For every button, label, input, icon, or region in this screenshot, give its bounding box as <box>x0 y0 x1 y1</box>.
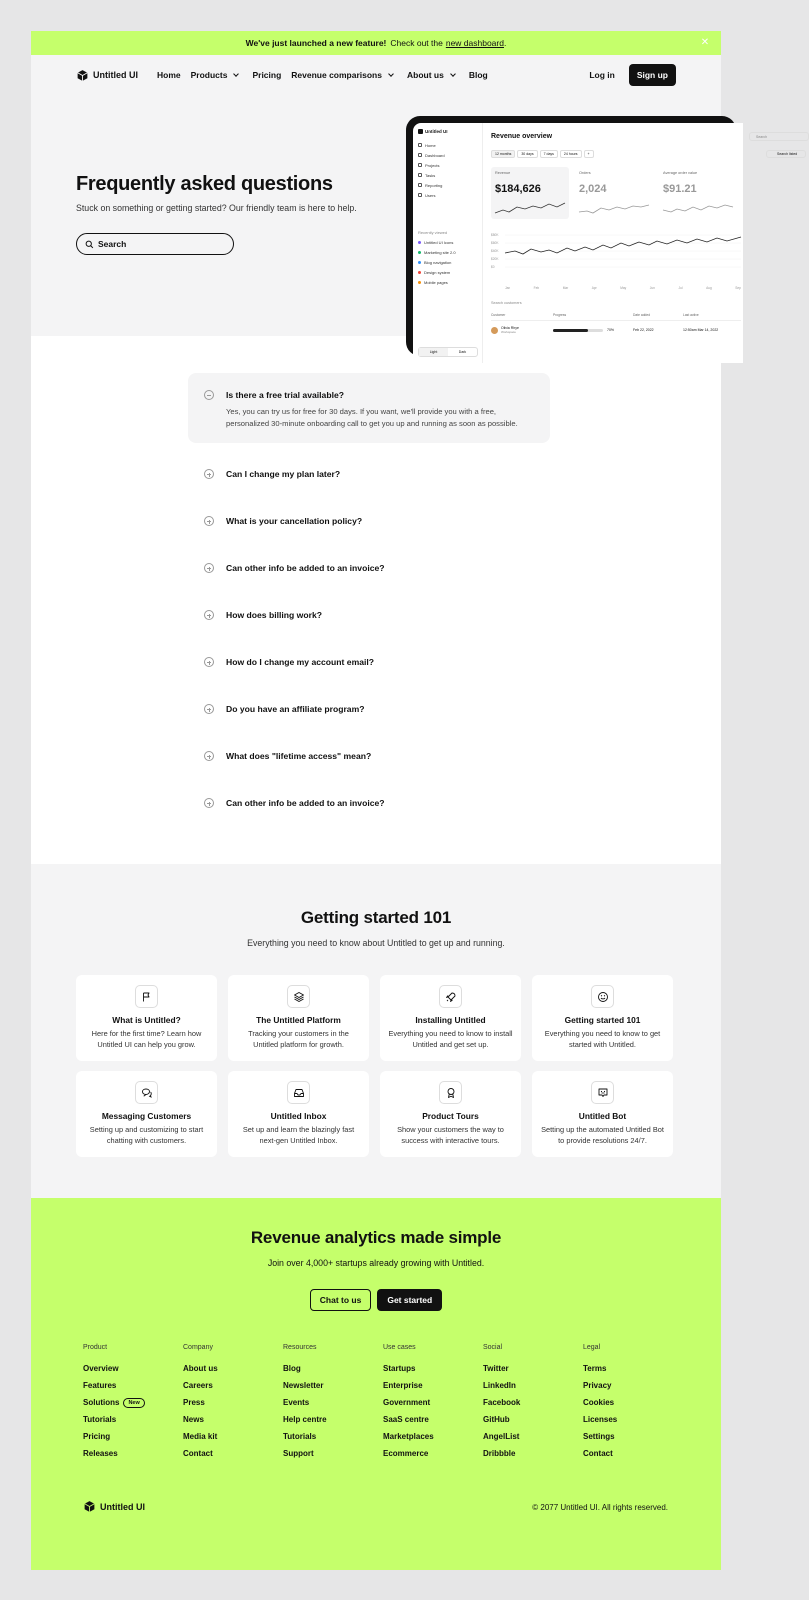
guide-card[interactable] <box>76 975 217 1061</box>
progress-bar <box>553 329 603 332</box>
faq-question: Can other info be added to an invoice? <box>226 798 385 808</box>
footer-link-label: Dribbble <box>483 1449 516 1458</box>
mockup-nav-label: Dashboard <box>425 152 445 158</box>
chevron-down-icon <box>450 71 456 77</box>
mockup-nav-users <box>418 190 477 200</box>
metric-value: 2,024 <box>579 183 607 195</box>
dashboard-icon <box>418 153 422 157</box>
footer-column-heading: Legal <box>583 1344 601 1351</box>
metric-card <box>575 167 653 219</box>
footer-link-label: SaaS centre <box>383 1415 429 1424</box>
getting-started-subtitle: Everything you need to know about Untitled to get up and running. <box>247 938 505 948</box>
guide-card-description: Setting up the automated Untitled Bot to provide resolutions 24/7. <box>541 1125 664 1145</box>
mockup-nav-projects <box>418 160 477 170</box>
sparkline <box>495 201 565 215</box>
projects-icon <box>418 163 422 167</box>
mockup-nav-dashboard <box>418 150 477 160</box>
footer-link[interactable] <box>283 1428 383 1445</box>
faq-item[interactable] <box>188 451 550 498</box>
mockup-filter: Search listed <box>766 150 806 158</box>
flag-icon <box>135 985 158 1008</box>
faq-item[interactable] <box>188 592 550 639</box>
faq-question: What is your cancellation policy? <box>226 516 363 526</box>
guide-card-description: Show your customers the way to success with interactive tours. <box>397 1125 504 1145</box>
x-tick: Mar <box>562 286 569 290</box>
mockup-title: Revenue overview <box>491 133 553 140</box>
faq-item[interactable] <box>188 639 550 686</box>
y-tick: $80K <box>491 233 499 237</box>
guide-card[interactable] <box>532 975 673 1061</box>
footer-link-label: Startups <box>383 1364 416 1373</box>
nav-about[interactable] <box>407 70 459 80</box>
footer-link[interactable] <box>583 1411 683 1428</box>
guide-card-title: Messaging Customers <box>101 1111 192 1121</box>
footer-link-label: Overview <box>83 1364 119 1373</box>
guide-card[interactable] <box>532 1071 673 1157</box>
footer-column <box>583 1344 683 1462</box>
footer-link[interactable] <box>283 1360 383 1377</box>
footer-column-heading: Product <box>83 1344 108 1351</box>
footer-link[interactable] <box>583 1394 683 1411</box>
nav-actions <box>589 64 676 86</box>
footer-link[interactable] <box>83 1394 183 1411</box>
footer-column <box>483 1344 583 1462</box>
sparkline <box>663 201 733 215</box>
plus-circle-icon[interactable] <box>204 751 214 761</box>
footer-link-label: Terms <box>583 1364 607 1373</box>
search-input[interactable] <box>76 233 234 255</box>
footer-link-label: Marketplaces <box>383 1432 434 1441</box>
footer-column-heading: Use cases <box>383 1344 416 1351</box>
nav-links <box>157 70 488 80</box>
guide-card[interactable] <box>76 1071 217 1157</box>
footer-link[interactable] <box>583 1428 683 1445</box>
mockup-x-axis <box>505 286 741 290</box>
banner-text: Check out the <box>390 38 443 48</box>
mockup-nav-label: Home <box>425 142 436 148</box>
x-tick: Jun <box>649 286 655 290</box>
footer-link[interactable] <box>483 1411 583 1428</box>
faq-item[interactable] <box>188 373 550 443</box>
footer-link[interactable] <box>83 1360 183 1377</box>
mockup-search: Search <box>749 132 809 141</box>
footer-link-label: Contact <box>583 1449 613 1458</box>
cta-title: Revenue analytics made simple <box>250 1228 502 1247</box>
footer-link-label: Press <box>183 1398 205 1407</box>
footer <box>31 1198 721 1570</box>
guide-card-description: Everything you need to know to get started with Untitled. <box>544 1029 661 1049</box>
x-tick: Apr <box>591 286 597 290</box>
footer-link-label: Cookies <box>583 1398 615 1407</box>
minus-circle-icon[interactable] <box>204 390 214 400</box>
faq-question: Can I change my plan later? <box>226 469 341 479</box>
sparkline <box>579 201 649 215</box>
footer-link-label: Careers <box>183 1381 213 1390</box>
footer-link-label: Support <box>283 1449 314 1458</box>
get-started-button[interactable]: Get started <box>377 1289 442 1311</box>
mockup-recent-label: Mobile pages <box>424 279 448 285</box>
footer-link[interactable] <box>483 1394 583 1411</box>
logo-cube-icon <box>83 1500 96 1513</box>
dashboard-mockup <box>406 116 798 356</box>
footer-link-label: Pricing <box>83 1432 111 1441</box>
mockup-sidebar <box>413 123 483 363</box>
footer-link-label: Blog <box>283 1364 301 1373</box>
mockup-recent-item <box>418 267 477 277</box>
faq-item[interactable] <box>188 545 550 592</box>
progress-text: 70% <box>607 328 615 332</box>
footer-link[interactable] <box>483 1445 583 1462</box>
footer-link-label: News <box>183 1415 204 1424</box>
footer-link[interactable] <box>383 1360 483 1377</box>
reporting-icon <box>418 183 422 187</box>
footer-link[interactable] <box>283 1411 383 1428</box>
search-placeholder: Search <box>98 239 127 249</box>
page <box>31 31 798 1570</box>
footer-logo[interactable] <box>83 1500 145 1513</box>
y-tick: $40K <box>491 249 499 253</box>
footer-link-label: Licenses <box>583 1415 618 1424</box>
footer-link-label: GitHub <box>483 1415 510 1424</box>
footer-link-label: Tutorials <box>83 1415 117 1424</box>
date-cell: Feb 22, 2022 <box>633 328 654 332</box>
footer-link[interactable] <box>583 1377 683 1394</box>
footer-link[interactable] <box>583 1360 683 1377</box>
rocket-icon <box>439 985 462 1008</box>
footer-link[interactable] <box>183 1394 283 1411</box>
mockup-nav-home <box>418 140 477 150</box>
plus-circle-icon[interactable] <box>204 798 214 808</box>
metric-card <box>659 167 737 219</box>
footer-link[interactable] <box>383 1445 483 1462</box>
y-tick: $60K <box>491 241 499 245</box>
footer-link-label: Features <box>83 1381 117 1390</box>
mockup-logo-text: Untitled UI <box>425 129 448 134</box>
x-tick: Aug <box>706 286 712 290</box>
mockup-nav-label: Users <box>425 192 436 198</box>
footer-logo-text: Untitled UI <box>100 1501 145 1512</box>
table-row <box>491 323 741 337</box>
guide-card-description: Setting up and customizing to start chatting with customers. <box>89 1125 204 1145</box>
plus-circle-icon[interactable] <box>204 704 214 714</box>
mockup-nav-reporting <box>418 180 477 190</box>
metric-label: Average order value <box>663 171 698 175</box>
nav-products[interactable] <box>191 70 243 80</box>
copyright: © 2077 Untitled UI. All rights reserved. <box>532 1503 668 1512</box>
mockup-table-header <box>491 313 741 321</box>
tasks-icon <box>418 173 422 177</box>
customer-name: Olivia Rhye <box>501 326 519 330</box>
cta-buttons <box>31 1289 721 1311</box>
footer-link[interactable] <box>83 1377 183 1394</box>
footer-link[interactable] <box>483 1428 583 1445</box>
guide-card-title: Product Tours <box>422 1111 479 1121</box>
status-dot-icon <box>418 261 421 264</box>
footer-column-heading: Resources <box>283 1344 317 1351</box>
guide-card-description: Here for the first time? Learn how Untitled UI can help you grow. <box>91 1029 202 1049</box>
footer-link[interactable] <box>83 1445 183 1462</box>
footer-link[interactable] <box>483 1360 583 1377</box>
search-icon <box>85 240 94 249</box>
footer-link-label: About us <box>183 1364 218 1373</box>
footer-link-label: Media kit <box>183 1432 218 1441</box>
metric-label: Orders <box>579 171 591 175</box>
mockup-recent-label: Untitled UI Icons <box>424 239 454 245</box>
dashboard-screen <box>413 123 798 363</box>
footer-link[interactable] <box>183 1377 283 1394</box>
bot-message-icon <box>591 1081 614 1104</box>
smile-icon <box>591 985 614 1008</box>
x-tick: Jul <box>678 286 683 290</box>
guide-card-title: Installing Untitled <box>415 1015 486 1025</box>
footer-link[interactable] <box>283 1377 383 1394</box>
faq-list <box>188 373 550 827</box>
status-dot-icon <box>418 271 421 274</box>
footer-link[interactable] <box>183 1428 283 1445</box>
faq-question: What does "lifetime access" mean? <box>226 751 372 761</box>
footer-link-label: Enterprise <box>383 1381 423 1390</box>
mockup-nav-label: Projects <box>425 162 440 168</box>
faq-answer: Yes, you can try us for free for 30 days. If you want, we'll provide you with a free, personalized 30-minute onboarding call to get you up and running as soon as possible. <box>226 407 518 428</box>
status-dot-icon <box>418 251 421 254</box>
faq-item[interactable] <box>188 498 550 545</box>
faq-question: How does billing work? <box>226 610 322 620</box>
mockup-logo <box>418 129 477 134</box>
cta-subtitle: Join over 4,000+ startups already growing with Untitled. <box>267 1258 485 1268</box>
footer-column <box>183 1344 283 1462</box>
y-tick: $0 <box>491 265 495 269</box>
theme-light: Light <box>419 348 448 356</box>
guide-card-title: What is Untitled? <box>112 1015 181 1025</box>
mockup-recent-label: Design system <box>424 269 451 275</box>
y-tick: $20K <box>491 257 499 261</box>
footer-link[interactable] <box>483 1377 583 1394</box>
footer-link-label: Privacy <box>583 1381 612 1390</box>
x-tick: Feb <box>533 286 540 290</box>
page-title: Frequently asked questions <box>76 173 333 195</box>
status-dot-icon <box>418 241 421 244</box>
banner-headline: We've just launched a new feature! <box>245 38 387 48</box>
footer-link-label: AngelList <box>483 1432 520 1441</box>
nav-pricing[interactable]: Pricing <box>252 70 282 80</box>
footer-link-label: Settings <box>583 1432 615 1441</box>
mockup-recent-label: Marketing site 2.0 <box>424 249 456 255</box>
table-header: Progress <box>553 313 567 317</box>
home-icon <box>418 143 422 147</box>
footer-column <box>283 1344 383 1462</box>
signup-button[interactable]: Sign up <box>629 64 676 86</box>
mockup-nav-label: Tasks <box>425 172 436 178</box>
metric-value: $184,626 <box>495 183 541 195</box>
getting-started-section <box>31 864 721 1198</box>
guide-card-description: Tracking your customers in the Untitled platform for growth. <box>248 1029 349 1049</box>
chat-to-us-button[interactable]: Chat to us <box>310 1289 372 1311</box>
footer-link-label: Tutorials <box>283 1432 317 1441</box>
guide-card-title: Untitled Inbox <box>270 1111 327 1121</box>
footer-link-label: Government <box>383 1398 431 1407</box>
mockup-recent-list <box>418 237 477 287</box>
page-subtitle: Stuck on something or getting started? Our friendly team is here to help. <box>76 203 357 213</box>
footer-link-label: LinkedIn <box>483 1381 516 1390</box>
footer-column <box>383 1344 483 1462</box>
x-tick: Sep <box>735 286 741 290</box>
faq-item[interactable] <box>188 686 550 733</box>
footer-link[interactable] <box>583 1445 683 1462</box>
nav-home[interactable]: Home <box>157 70 181 80</box>
mockup-tab: 24 hours <box>560 150 582 158</box>
table-header: Date added <box>633 313 651 317</box>
footer-link[interactable] <box>183 1445 283 1462</box>
mockup-recent-item <box>418 277 477 287</box>
theme-dark: Dark <box>458 350 467 354</box>
guide-card-title: Getting started 101 <box>564 1015 641 1025</box>
banner-period: . <box>503 38 507 48</box>
message-chat-icon <box>135 1081 158 1104</box>
revenue-line-chart <box>491 231 741 281</box>
guide-card-title: Untitled Bot <box>578 1111 627 1121</box>
login-button[interactable]: Log in <box>589 70 615 80</box>
nav-revenue-label: Revenue comparisons <box>291 70 382 80</box>
mockup-main <box>491 123 798 363</box>
nav-revenue-comparisons[interactable] <box>291 70 397 80</box>
faq-item[interactable] <box>188 733 550 780</box>
last-active-cell: 12:50am Mar 14, 2022 <box>683 328 719 332</box>
footer-link-label: Solutions <box>83 1398 120 1407</box>
guide-card[interactable] <box>380 1071 521 1157</box>
footer-link-label: Newsletter <box>283 1381 324 1390</box>
mockup-tab: 30 days <box>517 150 537 158</box>
mockup-tab: 7 days <box>540 150 558 158</box>
footer-link-label: Contact <box>183 1449 213 1458</box>
getting-started-title: Getting started 101 <box>300 908 452 927</box>
footer-link[interactable] <box>83 1428 183 1445</box>
mockup-theme-toggle <box>418 347 478 357</box>
hero-section <box>31 55 798 354</box>
mockup-recent-item <box>418 247 477 257</box>
mockup-nav-label: Reporting <box>425 182 443 188</box>
avatar <box>491 327 498 334</box>
close-icon[interactable]: ✕ <box>700 37 710 48</box>
footer-link[interactable] <box>183 1360 283 1377</box>
mockup-tab: + <box>584 150 594 158</box>
guide-card-description: Set up and learn the blazingly fast next-gen Untitled Inbox. <box>242 1125 355 1145</box>
mockup-recent-label: Recently viewed <box>418 230 448 235</box>
nav-about-label: About us <box>406 70 444 80</box>
plus-circle-icon[interactable] <box>204 610 214 620</box>
nav-blog[interactable]: Blog <box>468 70 488 80</box>
footer-link-label: Events <box>283 1398 310 1407</box>
guide-card[interactable] <box>228 975 369 1061</box>
progress-cell <box>553 328 633 332</box>
x-tick: Jan <box>505 286 511 290</box>
mockup-recent-label: Blog navigation <box>424 259 452 265</box>
metric-label: Revenue <box>495 171 511 175</box>
mockup-nav-tasks <box>418 170 477 180</box>
chevron-down-icon <box>388 71 394 77</box>
footer-link[interactable] <box>383 1428 483 1445</box>
logo-text: Untitled UI <box>93 70 138 80</box>
top-nav <box>76 64 676 86</box>
users-icon <box>418 193 422 197</box>
plus-circle-icon[interactable] <box>204 469 214 479</box>
footer-link[interactable] <box>383 1377 483 1394</box>
customer-cell <box>491 326 553 334</box>
footer-link[interactable] <box>383 1394 483 1411</box>
footer-link-label: Ecommerce <box>383 1449 429 1458</box>
faq-question: How do I change my account email? <box>226 657 375 667</box>
progress-fill <box>553 329 588 332</box>
footer-link-label: Twitter <box>483 1364 509 1373</box>
metric-value: $91.21 <box>663 183 697 195</box>
faq-item[interactable] <box>188 780 550 827</box>
table-header: Last active <box>683 313 699 317</box>
guide-card[interactable] <box>228 1071 369 1157</box>
mockup-customers-search: Search customers <box>491 301 522 305</box>
customer-sub: Workspace <box>501 330 516 334</box>
announcement-banner <box>31 31 721 55</box>
logo[interactable] <box>76 69 138 82</box>
guide-card[interactable] <box>380 975 521 1061</box>
layers-icon <box>287 985 310 1008</box>
footer-column-heading: Social <box>483 1344 503 1351</box>
footer-link[interactable] <box>283 1445 383 1462</box>
nav-products-label: Products <box>190 70 228 80</box>
guide-card-title: The Untitled Platform <box>256 1015 341 1025</box>
award-icon <box>439 1081 462 1104</box>
logo-cube-icon <box>76 69 89 82</box>
footer-link[interactable] <box>183 1411 283 1428</box>
faq-question: Is there a free trial available? <box>226 390 344 400</box>
banner-link[interactable]: new dashboard <box>445 38 504 48</box>
footer-link[interactable] <box>83 1411 183 1428</box>
mockup-tabs <box>491 150 594 158</box>
faq-question: Do you have an affiliate program? <box>226 704 365 714</box>
mockup-tab: 12 months <box>491 150 515 158</box>
guide-card-description: Everything you need to know to install Untitled and get set up. <box>388 1029 513 1049</box>
inbox-icon <box>287 1081 310 1104</box>
table-header: Customer <box>491 313 506 317</box>
plus-circle-icon[interactable] <box>204 516 214 526</box>
faq-question: Can other info be added to an invoice? <box>226 563 385 573</box>
footer-link[interactable] <box>383 1411 483 1428</box>
footer-link-label: Releases <box>83 1449 118 1458</box>
mockup-recent-item <box>418 257 477 267</box>
customer-text <box>501 326 519 334</box>
footer-column-heading: Company <box>183 1344 213 1351</box>
footer-link[interactable] <box>283 1394 383 1411</box>
new-badge: New <box>123 1398 144 1408</box>
footer-column <box>83 1344 183 1462</box>
plus-circle-icon[interactable] <box>204 657 214 667</box>
chevron-down-icon <box>234 71 240 77</box>
footer-link-label: Help centre <box>283 1415 327 1424</box>
mockup-logo-icon <box>418 129 423 134</box>
status-dot-icon <box>418 281 421 284</box>
x-tick: May <box>620 286 627 290</box>
plus-circle-icon[interactable] <box>204 563 214 573</box>
footer-link-label: Facebook <box>483 1398 521 1407</box>
metric-card <box>491 167 569 219</box>
mockup-recent-item <box>418 237 477 247</box>
